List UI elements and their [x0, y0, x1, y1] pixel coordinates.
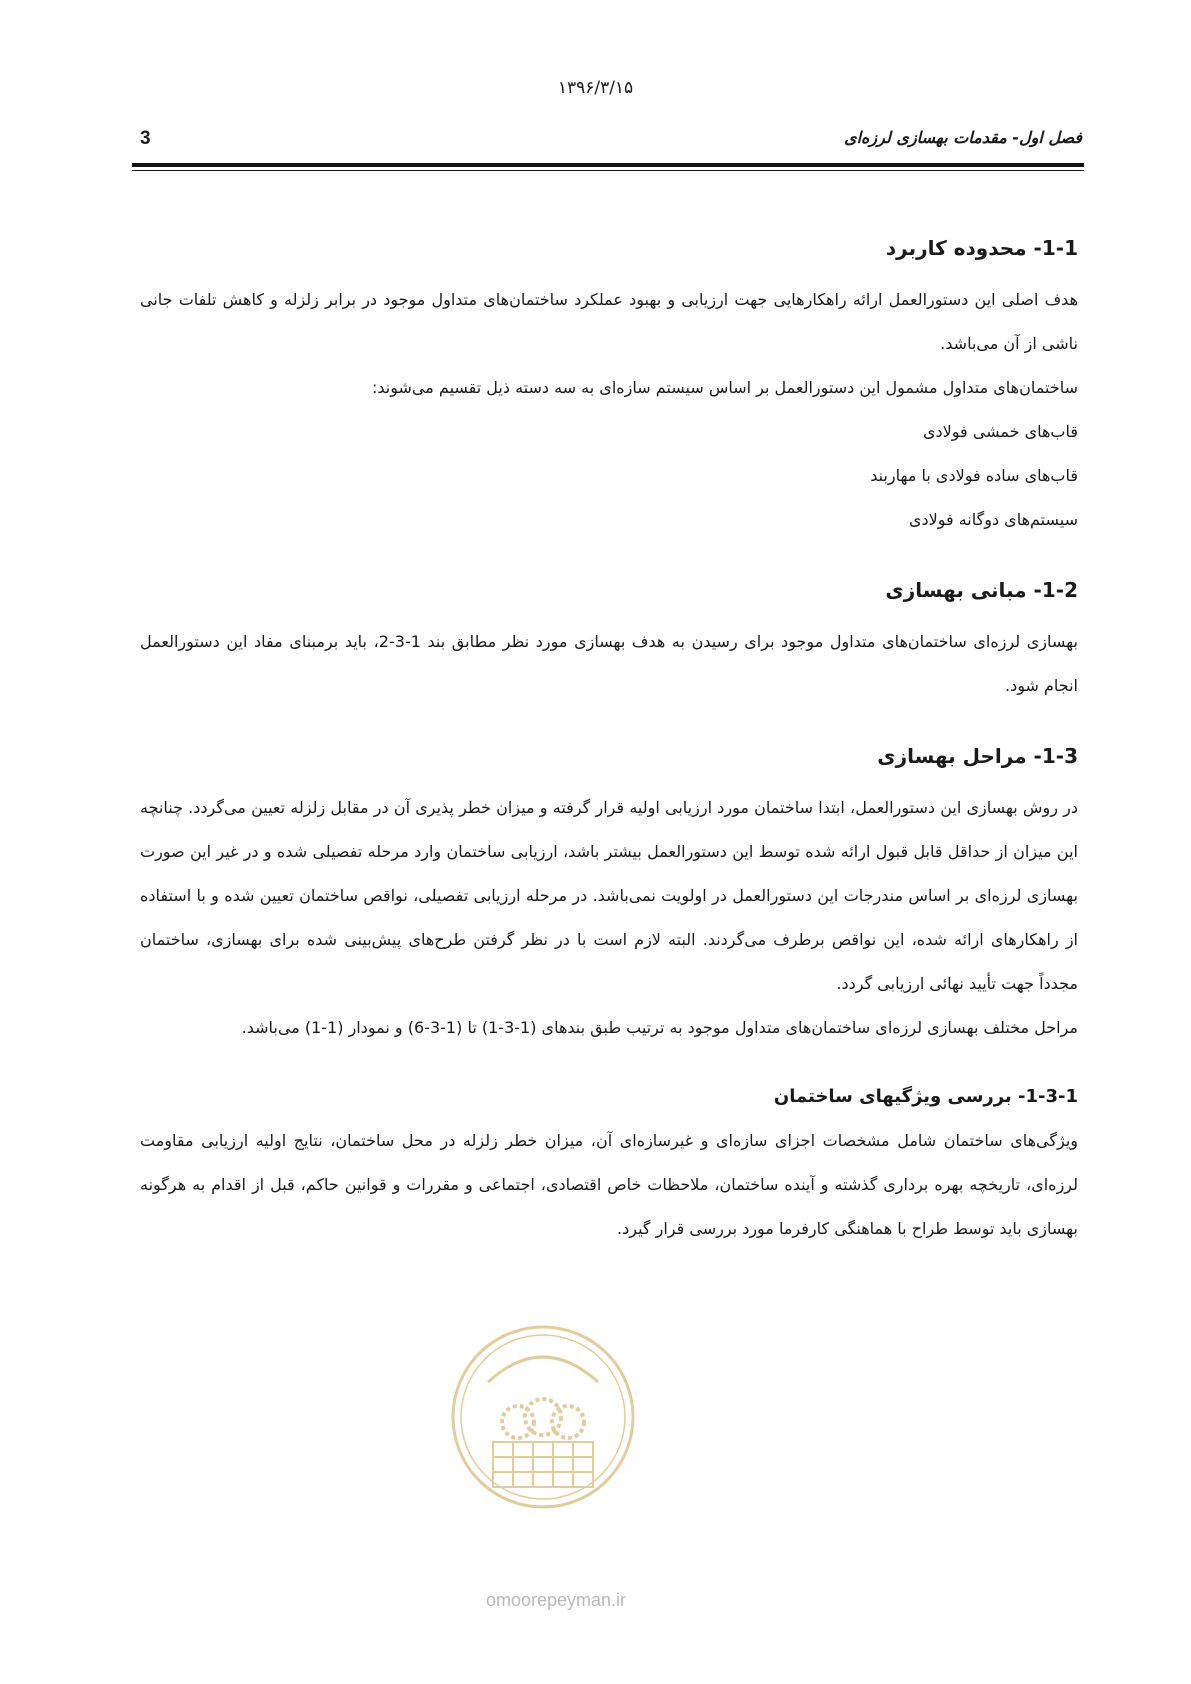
paragraph: در روش بهسازی این دستورالعمل، ابتدا ساختمان مورد ارزیابی اولیه قرار گرفته و میزان خطر پذیری آن در مقابل زلزله تعیین می‌گردد. چنانچه این میزان از حداقل قابل قبول ارائه شده توسط این دستورالعمل بیشتر باشد، ارزیابی ساختمان وارد مرحله تفصیلی شده و در غیر این صورت بهسازی لرزه‌ای بر اساس مندرجات این دستورالعمل در اولویت نمی‌باشد. در مرحله ارزیابی تفصیلی، نواقص ساختمان تعیین شده و با استفاده از راهکارهای ارائه شده، این نواقص برطرف می‌گردند. البته لازم است با در نظر گرفتن طرح‌های پیش‌بینی شده برای بهسازی، ساختمان مجدداً جهت تأیید نهائی ارزیابی گردد.	[140, 798, 1078, 993]
page-header	[132, 128, 1082, 158]
list-item: سیستم‌های دوگانه فولادی	[908, 510, 1078, 529]
list-item: قاب‌های خمشی فولادی	[922, 422, 1078, 441]
watermark-seal-icon	[448, 1322, 638, 1512]
section-scope	[140, 236, 1078, 542]
paragraph: ویژگی‌های ساختمان شامل مشخصات اجزای سازه‌ای و غیرسازه‌ای آن، میزان خطر زلزله در محل ساختمان، نتایج اولیه ارزیابی مقاومت لرزه‌ای، تاریخچه بهره برداری گذشته و آینده ساختمان، ملاحظات خاص اقتصادی، اجتماعی و مقررات و قوانین حاکم، قبل از اقدام به هرگونه بهسازی باید توسط طراح با هماهنگی کارفرما مورد بررسی قرار گیرد.	[140, 1131, 1078, 1238]
paragraph: ساختمان‌های متداول مشمول این دستورالعمل بر اساس سیستم سازه‌ای به سه دسته ذیل تقسیم می‌شوند:	[372, 378, 1078, 397]
header-rule-thick	[132, 163, 1084, 167]
section-title: 1-3- مراحل بهسازی	[877, 744, 1078, 768]
chapter-title: فصل اول- مقدمات بهسازی لرزه‌ای	[844, 128, 1082, 147]
page-number: 3	[140, 128, 151, 149]
header-rule-thin	[132, 170, 1084, 171]
list-item: قاب‌های ساده فولادی با مهاربند	[870, 466, 1078, 485]
section-title: 1-2- مبانی بهسازی	[885, 578, 1078, 602]
section-basis	[140, 578, 1078, 708]
paragraph: بهسازی لرزه‌ای ساختمان‌های متداول موجود برای رسیدن به هدف بهسازی مورد نظر مطابق بند 1-3-2، باید برمبنای مفاد این دستورالعمل انجام شود.	[140, 632, 1078, 695]
watermark-url: omoorepeyman.ir	[485, 1590, 627, 1610]
subsection-title: 1-3-1- بررسی ویژگیهای ساختمان	[773, 1086, 1078, 1107]
page-content	[140, 236, 1078, 1251]
paragraph: مراحل مختلف بهسازی لرزه‌ای ساختمان‌های متداول موجود به ترتیب طبق بندهای (1-3-1) تا (1-3-6) و نمودار (1-1) می‌باشد.	[241, 1018, 1078, 1037]
section-building-features	[140, 1086, 1078, 1251]
document-date: ۱۳۹۶/۳/۱۵	[557, 78, 634, 98]
spacer	[140, 542, 1078, 578]
section-title: 1-1- محدوده کاربرد	[885, 236, 1078, 260]
paragraph: هدف اصلی این دستورالعمل ارائه راهکارهایی جهت ارزیابی و بهبود عملکرد ساختمان‌های متداول موجود در برابر زلزله و کاهش تلفات جانی ناشی از آن می‌باشد.	[140, 290, 1078, 353]
spacer	[140, 708, 1078, 744]
spacer	[140, 1050, 1078, 1086]
section-stages	[140, 744, 1078, 1050]
